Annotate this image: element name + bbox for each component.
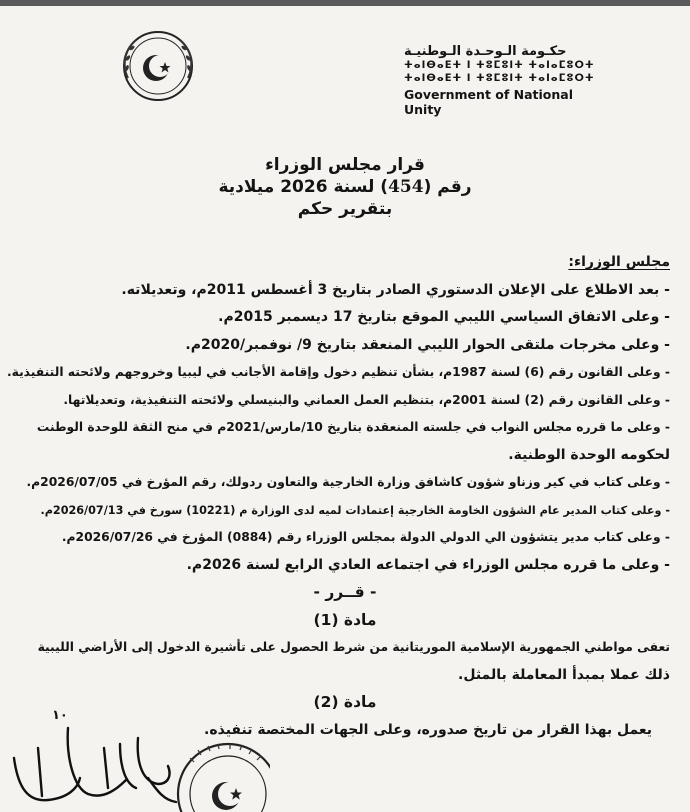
article-2-text: يعمل بهذا القرار من تاريخ صدوره، وعلى الجهات المختصة تنفيذه.	[204, 721, 652, 738]
preamble-line: - وعلى ما قرره مجلس النواب في جلسته المنعقدة بتاريخ 10/مارس/2021م في منح الثقة للوحدة الوطنت	[36, 420, 670, 434]
letterhead-arabic: حكـومة الـوحـدة الـوطنيـة	[404, 44, 567, 59]
article-1-text: ذلك عملا بمبدأ المعاملة بالمثل.	[458, 666, 670, 683]
handwritten-mark: ١٠	[52, 708, 68, 723]
preamble-line: - وعلى القانون رقم (2) لسنة 2001م، بتنظيم العمل العماني والبنيسلي ولائحته التنفيذية، وتعديلاتها.	[63, 392, 670, 407]
preamble-line: - وعلى مخرجات ملتقى الحوار الليبي المنعقد بتاريخ 9/ نوفمبر/2020م.	[185, 336, 670, 353]
decided-heading: - قــرر -	[313, 583, 377, 601]
preamble-line: - وعلى كتاب المدير عام الشؤون الخاومة الخارجية إعتمادات لميه لدى الوزارة م (10221) سورخ في 2026/07/13م.	[40, 503, 670, 517]
preamble-line: - وعلى كتاب مدير يتشؤون الي الدولي الدولة بمجلس الوزراء رقم (0884) المؤرخ في 2026/07/26م.	[61, 530, 670, 544]
preamble-line: - وعلى القانون رقم (6) لسنة 1987م، بشأن تنظيم دخول وإقامة الأجانب في ليبيا وخروجهم ولائحته التنفيذية.	[6, 365, 670, 379]
preamble-line: - وعلى كتاب في كير وزناو شؤون كاشافق وزارة الخارجية والتعاون ردولك، رقم المؤرخ في 2026/07/05م.	[26, 475, 670, 489]
title-line-3: بتقرير حكم	[297, 199, 393, 219]
article-2-title: مادة (2)	[313, 693, 377, 711]
decision-number: 454	[388, 177, 424, 197]
title-line-1: قرار مجلس الوزراء	[265, 155, 425, 175]
official-seal-stamp-icon	[150, 722, 270, 812]
preamble-line: - بعد الاطلاع على الإعلان الدستوري الصادر بتاريخ 3 أغسطس 2011م، وتعديلاته.	[121, 281, 670, 298]
article-1-title: مادة (1)	[313, 610, 377, 629]
letterhead-english: Government of National Unity	[404, 87, 574, 117]
article-1-text: تعفى مواطني الجمهورية الإسلامية الموريتانية من شرط الحصول على تأشيرة الدخول إلى الأراضي الليبية	[37, 640, 670, 654]
title-line-2: رقم (454) لسنة 2026 ميلادية	[218, 177, 472, 197]
decree-document	[0, 6, 690, 804]
decree-body	[6, 249, 670, 744]
libya-crescent-star-emblem-icon	[118, 26, 198, 106]
letterhead	[404, 44, 604, 117]
letterhead-tifinagh-2: ⵜⴰⵏⴱⴰⴹⵜ ⵏ ⵜⵓⵎⵓⵏⵜ ⵜⴰⵏⴰⵎⵓⵔⵜ	[404, 73, 595, 84]
preamble-line: - وعلى ما قرره مجلس الوزراء في اجتماعه العادي الرابع لسنة 2026م.	[186, 556, 670, 573]
preamble-line: - وعلى الاتفاق السياسي الليبي الموقع بتاريخ 17 ديسمبر 2015م.	[218, 309, 670, 325]
decree-title	[0, 154, 690, 220]
preamble-line: لحكومه الوحدة الوطنية.	[508, 446, 670, 463]
council-heading: مجلس الوزراء:	[568, 254, 670, 270]
letterhead-tifinagh-1: ⵜⴰⵏⴱⴰⴹⵜ ⵏ ⵜⵓⵎⵓⵏⵜ ⵜⴰⵏⴰⵎⵓⵔⵜ	[404, 60, 595, 71]
